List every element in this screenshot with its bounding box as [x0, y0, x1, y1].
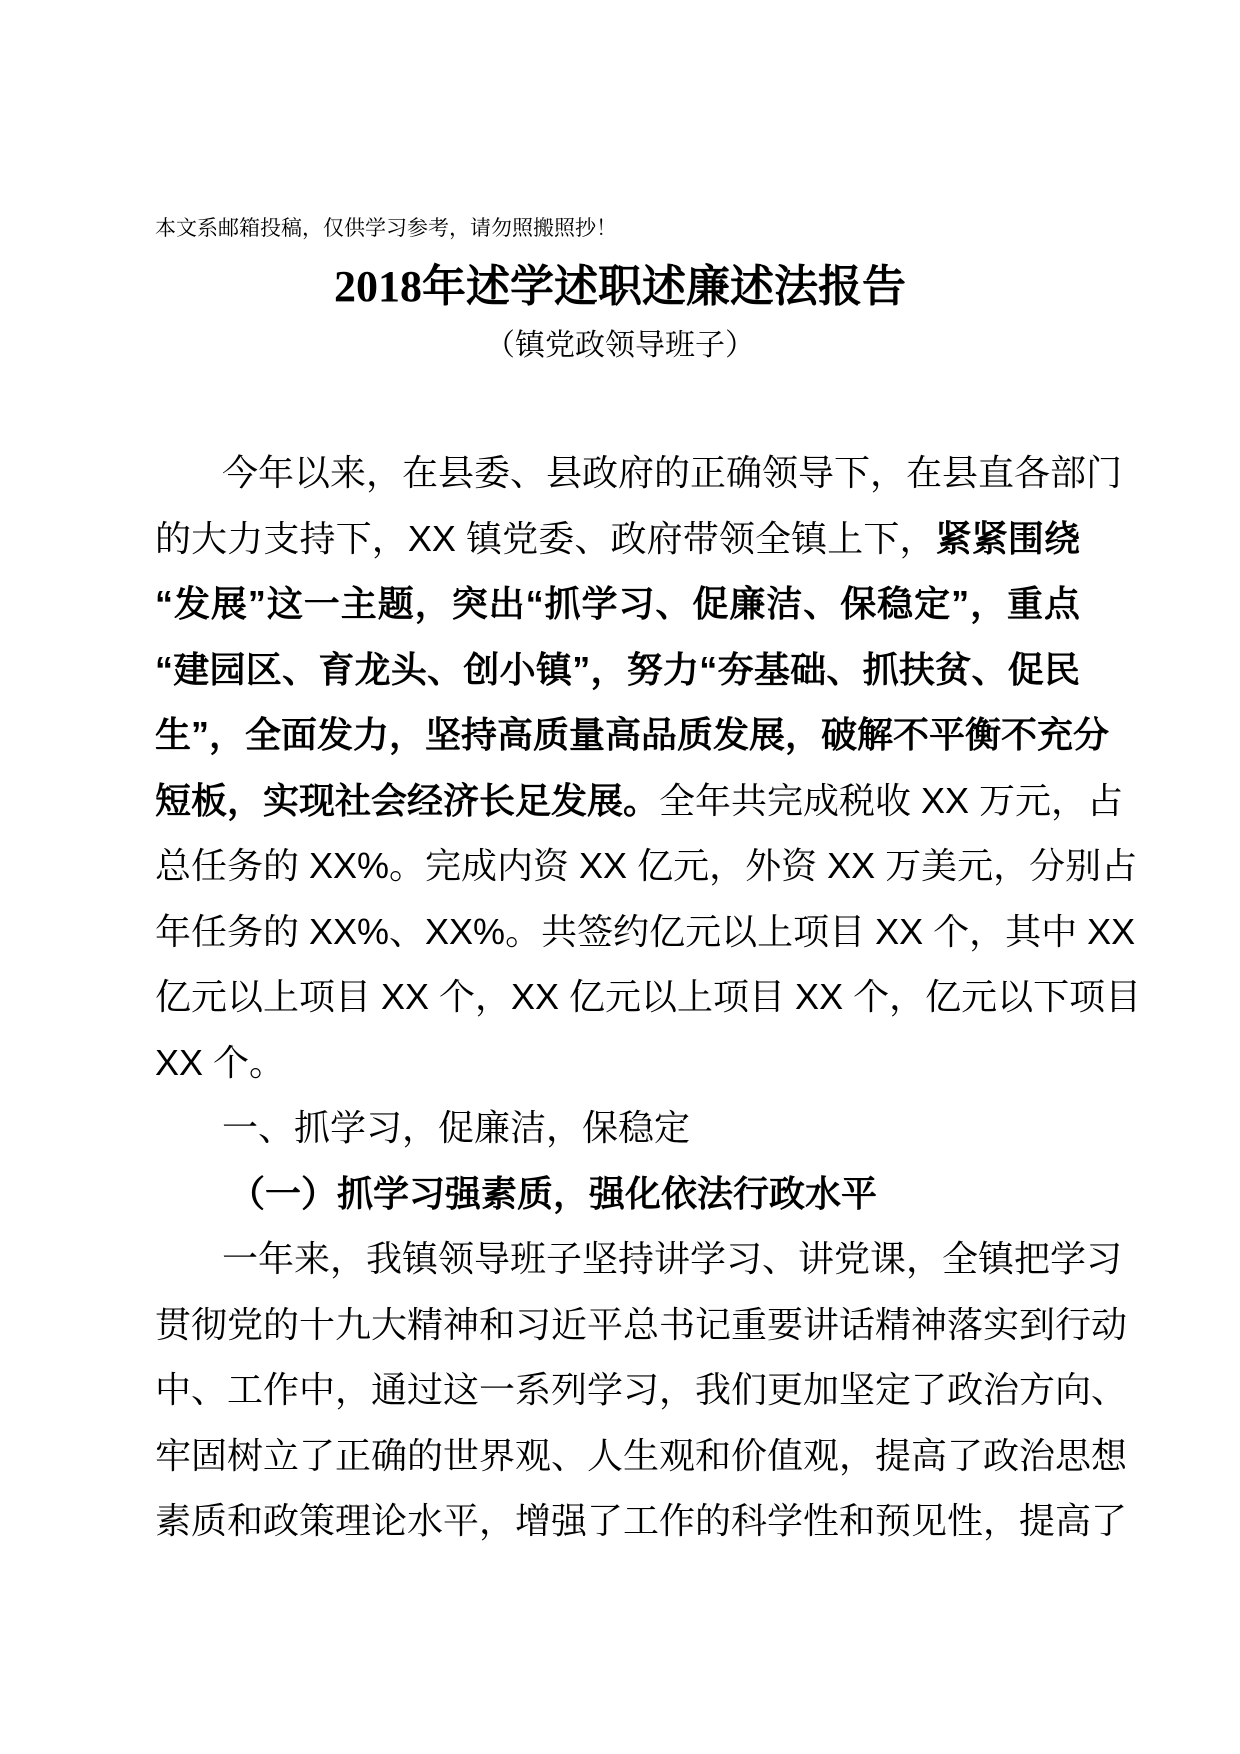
bold-text: （一）抓学习强素质，强化依法行政水平	[229, 1172, 878, 1214]
text-segment: 素质和政策理论水平，增强了工作的科学性和预见性，提高了	[155, 1500, 1128, 1541]
text-line	[155, 645, 1080, 711]
text-line	[155, 1103, 1080, 1169]
bold-text: 生”，全面发力，坚持高质量高品质发展，破解不平衡不充分	[155, 714, 1110, 755]
document-body	[155, 448, 1142, 1562]
header-note: 本文系邮箱投稿，仅供学习参考，请勿照搬照抄！	[155, 217, 617, 240]
text-segment: 中、工作中，通过这一系列学习，我们更加坚定了政治方向、	[155, 1369, 1128, 1410]
text-segment: 年任务的 XX%、XX%。共签约亿元以上项目 XX 个，其中 XX	[155, 910, 1136, 952]
text-line	[155, 448, 1123, 514]
text-segment: 全年共完成税收 XX 万元，占	[659, 779, 1124, 821]
text-line	[155, 1038, 1080, 1104]
text-line	[155, 1431, 1128, 1497]
text-line	[155, 1496, 1128, 1562]
text-segment: 牢固树立了正确的世界观、人生观和价值观，提高了政治思想	[155, 1434, 1128, 1476]
text-segment: 今年以来，在县委、县政府的正确领导下，在县直各部门	[222, 452, 1123, 493]
text-line	[155, 972, 1142, 1038]
text-segment: 的大力支持下，XX 镇党委、政府带领全镇上下，	[155, 517, 936, 559]
document-subtitle: （镇党政领导班子）	[485, 329, 755, 362]
text-line	[155, 841, 1138, 907]
text-segment: XX 个。	[155, 1041, 286, 1083]
text-line	[155, 907, 1136, 973]
text-line	[155, 1169, 1080, 1235]
text-line	[155, 579, 1080, 645]
document-title: 2018年述学述职述廉述法报告	[334, 262, 906, 311]
text-line	[155, 1234, 1123, 1300]
bold-text: 短板，实现社会经济长足发展。	[155, 779, 660, 821]
text-line	[155, 1300, 1128, 1366]
text-line	[155, 514, 1080, 580]
bold-text: 紧紧围绕	[935, 517, 1080, 559]
bold-text: “建园区、育龙头、创小镇”，努力“夯基础、抓扶贫、促民	[155, 648, 1080, 690]
text-line	[155, 1365, 1128, 1431]
text-line	[155, 710, 1110, 776]
text-segment: 一年来，我镇领导班子坚持讲学习、讲党课，全镇把学习	[222, 1238, 1123, 1279]
text-line	[155, 776, 1124, 842]
text-segment: 贯彻党的十九大精神和习近平总书记重要讲话精神落实到行动	[155, 1303, 1128, 1345]
text-segment: 总任务的 XX%。完成内资 XX 亿元，外资 XX 万美元，分别占	[155, 845, 1138, 886]
text-segment: 一、抓学习，促廉洁，保稳定	[222, 1107, 691, 1148]
text-segment: 亿元以上项目 XX 个，XX 亿元以上项目 XX 个，亿元以下项目	[155, 976, 1142, 1017]
bold-text: “发展”这一主题，突出“抓学习、促廉洁、保稳定”，重点	[155, 583, 1080, 624]
